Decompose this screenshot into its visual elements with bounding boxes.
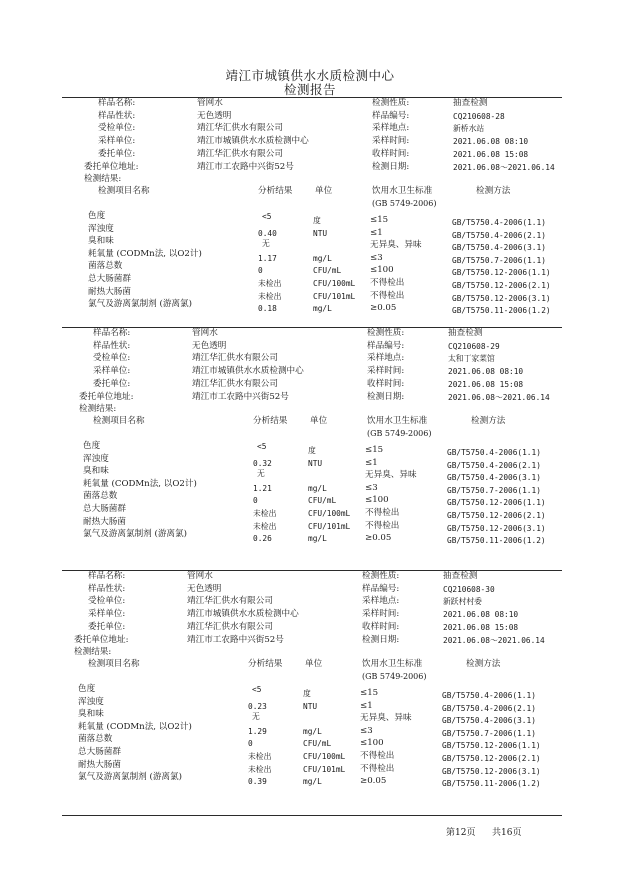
value-sample-time: 2021.06.08 08:10 <box>453 137 529 147</box>
value-sub-unit: 靖江华汇供水有限公司 <box>187 596 273 607</box>
label-sample-no: 样品编号: <box>362 583 400 594</box>
value-recv-time: 2021.06.08 15:08 <box>443 622 519 632</box>
standard: ≤15 <box>365 445 384 455</box>
unit: CFU/100mL <box>308 509 351 518</box>
item-name: 氯气及游离氯制剂 (游离氯) <box>88 299 192 310</box>
result-value: 0.23 <box>248 701 267 711</box>
value-site: 新跃村村委 <box>443 597 482 607</box>
standard: ≤15 <box>360 688 379 698</box>
result-value: 1.29 <box>248 726 267 736</box>
col-header-unit: 单位 <box>305 659 323 669</box>
col-header-item: 检测项目名称 <box>88 659 140 669</box>
value-sample-time: 2021.06.08 08:10 <box>448 367 524 377</box>
label-nature: 检测性质: <box>367 328 405 338</box>
method: GB/T5750.7-2006(1.1) <box>442 728 536 738</box>
label-site: 采样地点: <box>367 353 405 364</box>
col-header-result: 分析结果 <box>258 186 293 196</box>
unit: mg/L <box>313 253 332 263</box>
value-client: 靖江华汇供水有限公司 <box>197 148 283 159</box>
result-value: 0 <box>248 739 253 749</box>
col-header-std-ref: (GB 5749-2006) <box>367 429 432 438</box>
label-client: 委托单位: <box>88 621 126 632</box>
value-nature: 抽查检测 <box>448 328 483 338</box>
item-name: 耗氧量 (CODMn法, 以O2计) <box>78 721 192 732</box>
method: GB/T5750.4-2006(2.1) <box>447 460 541 470</box>
standard: 无异臭、异味 <box>365 470 417 481</box>
result-value: 0 <box>253 496 258 506</box>
standard: 不得检出 <box>365 508 400 518</box>
label-sample-time: 采样时间: <box>372 136 410 147</box>
item-name: 耗氧量 (CODMn法, 以O2计) <box>83 478 197 489</box>
value-sample-state: 无色透明 <box>187 583 222 594</box>
method: GB/T5750.12-2006(2.1) <box>452 281 551 290</box>
value-sampler: 靖江市城镇供水水质检测中心 <box>187 609 299 620</box>
standard: 不得检出 <box>360 751 395 761</box>
method: GB/T5750.12-2006(3.1) <box>452 293 551 303</box>
result-value: 未检出 <box>253 509 277 518</box>
col-header-std: 饮用水卫生标准 <box>367 416 428 426</box>
standard: ≤3 <box>370 252 383 263</box>
value-sample-name: 管网水 <box>192 328 218 338</box>
unit: 度 <box>303 689 311 698</box>
item-name: 臭和味 <box>88 236 114 247</box>
col-header-item: 检测项目名称 <box>93 416 145 426</box>
unit: CFU/mL <box>308 496 337 506</box>
label-nature: 检测性质: <box>372 98 410 108</box>
unit: CFU/mL <box>313 266 342 276</box>
result-value: 无 <box>257 469 265 479</box>
value-recv-time: 2021.06.08 15:08 <box>453 149 529 159</box>
unit: mg/L <box>308 483 327 493</box>
result-value: 未检出 <box>248 764 272 774</box>
result-value: 未检出 <box>258 291 282 301</box>
value-client: 靖江华汇供水有限公司 <box>192 378 278 389</box>
label-recv-time: 收样时间: <box>362 621 400 632</box>
label-sample-state: 样品性状: <box>88 583 126 594</box>
value-sub-unit: 靖江华汇供水有限公司 <box>197 123 283 134</box>
value-sample-time: 2021.06.08 08:10 <box>443 610 519 620</box>
method: GB/T5750.4-2006(2.1) <box>452 230 546 240</box>
result-value: 1.21 <box>253 483 272 493</box>
value-sub-unit: 靖江华汇供水有限公司 <box>192 353 278 364</box>
item-name: 耗氧量 (CODMn法, 以O2计) <box>88 248 202 259</box>
label-sample-name: 样品名称: <box>98 98 136 108</box>
item-name: 浑浊度 <box>78 696 104 707</box>
value-client-addr: 靖江市工农路中兴街52号 <box>192 391 289 402</box>
result-value: 0.40 <box>258 228 277 238</box>
org-title: 靖江市城镇供水水质检测中心 <box>225 68 395 83</box>
col-header-std-ref: (GB 5749-2006) <box>362 672 427 681</box>
label-sample-name: 样品名称: <box>93 328 131 338</box>
label-client-addr: 委托单位地址: <box>79 391 134 402</box>
item-name: 氯气及游离氯制剂 (游离氯) <box>83 529 187 540</box>
value-sample-name: 管网水 <box>187 571 213 581</box>
method: GB/T5750.4-2006(3.1) <box>447 473 541 483</box>
label-sample-time: 采样时间: <box>362 609 400 620</box>
label-sampler: 采样单位: <box>93 366 131 377</box>
standard: 无异臭、异味 <box>360 713 412 724</box>
label-sub-unit: 受检单位: <box>88 596 126 607</box>
label-recv-time: 收样时间: <box>367 378 405 389</box>
item-name: 色度 <box>78 684 96 694</box>
standard: ≤3 <box>365 482 378 493</box>
item-name: 总大肠菌群 <box>88 274 131 284</box>
method: GB/T5750.12-2006(1.1) <box>442 741 541 751</box>
label-client-addr: 委托单位地址: <box>74 634 129 645</box>
unit: CFU/101mL <box>303 764 346 774</box>
standard: ≥0.05 <box>370 303 397 314</box>
col-header-std: 饮用水卫生标准 <box>362 659 423 669</box>
standard: 不得检出 <box>365 520 400 531</box>
item-name: 臭和味 <box>78 709 104 720</box>
unit: CFU/100mL <box>313 279 356 288</box>
item-name: 氯气及游离氯制剂 (游离氯) <box>78 772 182 783</box>
label-test-date: 检测日期: <box>362 634 400 645</box>
unit: mg/L <box>303 777 322 787</box>
result-value: 1.17 <box>258 253 277 263</box>
result-value: 未检出 <box>253 521 277 531</box>
page-number: 第12页 <box>446 828 476 838</box>
col-header-item: 检测项目名称 <box>98 186 150 196</box>
label-client: 委托单位: <box>98 148 136 159</box>
standard: ≤100 <box>370 265 394 276</box>
unit: mg/L <box>313 304 332 314</box>
item-name: 浑浊度 <box>83 453 109 464</box>
col-header-method: 检测方法 <box>471 416 506 426</box>
result-value: 0.39 <box>248 777 267 787</box>
item-name: 浑浊度 <box>88 223 114 234</box>
standard: ≤3 <box>360 725 373 736</box>
col-header-std-ref: (GB 5749-2006) <box>372 199 437 208</box>
item-name: 耐热大肠菌 <box>78 759 121 770</box>
result-value: 未检出 <box>258 279 282 288</box>
section-divider <box>62 327 562 328</box>
label-test-date: 检测日期: <box>372 161 410 172</box>
method: GB/T5750.12-2006(3.1) <box>447 523 546 533</box>
label-sample-time: 采样时间: <box>367 366 405 377</box>
value-site: 太和丁家菜馆 <box>448 354 495 364</box>
report-title: 检测报告 <box>283 82 336 97</box>
method: GB/T5750.12-2006(2.1) <box>447 511 546 520</box>
result-value: 未检出 <box>248 752 272 761</box>
unit: CFU/101mL <box>313 291 356 301</box>
method: GB/T5750.11-2006(1.2) <box>447 536 546 546</box>
unit: CFU/101mL <box>308 521 351 531</box>
label-sample-no: 样品编号: <box>367 340 405 351</box>
label-sampler: 采样单位: <box>98 136 136 147</box>
method: GB/T5750.12-2006(1.1) <box>447 498 546 508</box>
method: GB/T5750.4-2006(3.1) <box>442 716 536 726</box>
result-value: 无 <box>262 239 270 249</box>
item-name: 总大肠菌群 <box>83 504 126 514</box>
item-name: 臭和味 <box>83 466 109 477</box>
label-nature: 检测性质: <box>362 571 400 581</box>
standard: ≥0.05 <box>360 776 387 787</box>
section-divider <box>62 570 562 571</box>
standard: ≤1 <box>360 700 373 711</box>
result-value: 0.26 <box>253 534 272 544</box>
label-sub-unit: 受检单位: <box>98 123 136 134</box>
item-name: 耐热大肠菌 <box>88 286 131 297</box>
standard: ≤100 <box>360 738 384 749</box>
result-value: 无 <box>252 712 260 722</box>
item-name: 菌落总数 <box>88 261 123 272</box>
value-sampler: 靖江市城镇供水水质检测中心 <box>197 136 309 147</box>
value-client-addr: 靖江市工农路中兴街52号 <box>197 161 294 172</box>
standard: ≥0.05 <box>365 533 392 544</box>
value-nature: 抽查检测 <box>443 571 478 581</box>
value-sample-no: CQ210608-29 <box>448 341 500 351</box>
label-site: 采样地点: <box>362 596 400 607</box>
results-label: 检测结果: <box>74 647 112 657</box>
label-sample-state: 样品性状: <box>98 110 136 121</box>
label-site: 采样地点: <box>372 123 410 134</box>
unit: CFU/mL <box>303 739 332 749</box>
value-test-date: 2021.06.08～2021.06.14 <box>443 635 545 645</box>
result-value: 0.32 <box>253 458 272 468</box>
item-name: 菌落总数 <box>78 734 113 745</box>
unit: 度 <box>313 216 321 225</box>
col-header-method: 检测方法 <box>466 659 501 669</box>
results-label: 检测结果: <box>84 174 122 184</box>
unit: NTU <box>313 228 328 238</box>
label-sub-unit: 受检单位: <box>93 353 131 364</box>
item-name: 色度 <box>83 441 101 451</box>
standard: ≤15 <box>370 215 389 225</box>
method: GB/T5750.7-2006(1.1) <box>452 255 546 265</box>
page-total: 共16页 <box>492 828 522 838</box>
standard: ≤1 <box>370 227 383 238</box>
standard: ≤100 <box>365 495 389 506</box>
item-name: 总大肠菌群 <box>78 747 121 757</box>
value-client: 靖江华汇供水有限公司 <box>187 621 273 632</box>
method: GB/T5750.12-2006(1.1) <box>452 268 551 278</box>
value-sample-no: CQ210608-28 <box>453 111 505 121</box>
value-test-date: 2021.06.08～2021.06.14 <box>453 162 555 172</box>
method: GB/T5750.7-2006(1.1) <box>447 485 541 495</box>
unit: CFU/100mL <box>303 752 346 761</box>
col-header-std: 饮用水卫生标准 <box>372 186 433 196</box>
unit: NTU <box>308 458 323 468</box>
method: GB/T5750.12-2006(2.1) <box>442 754 541 763</box>
value-recv-time: 2021.06.08 15:08 <box>448 379 524 389</box>
method: GB/T5750.4-2006(1.1) <box>442 691 536 700</box>
method: GB/T5750.11-2006(1.2) <box>452 306 551 316</box>
result-value: 0.18 <box>258 304 277 314</box>
value-sampler: 靖江市城镇供水水质检测中心 <box>192 366 304 377</box>
label-client-addr: 委托单位地址: <box>84 161 139 172</box>
result-value: <5 <box>252 685 262 694</box>
item-name: 菌落总数 <box>83 491 118 502</box>
method: GB/T5750.4-2006(1.1) <box>452 218 546 227</box>
col-header-unit: 单位 <box>310 416 328 426</box>
label-sampler: 采样单位: <box>88 609 126 620</box>
label-recv-time: 收样时间: <box>372 148 410 159</box>
method: GB/T5750.11-2006(1.2) <box>442 779 541 789</box>
result-value: <5 <box>257 442 267 451</box>
result-value: <5 <box>262 212 272 221</box>
value-sample-name: 管网水 <box>197 98 223 108</box>
unit: mg/L <box>308 534 327 544</box>
label-test-date: 检测日期: <box>367 391 405 402</box>
method: GB/T5750.4-2006(3.1) <box>452 243 546 253</box>
item-name: 耐热大肠菌 <box>83 516 126 527</box>
value-sample-state: 无色透明 <box>192 340 227 351</box>
standard: 不得检出 <box>360 763 395 774</box>
standard: ≤1 <box>365 457 378 468</box>
label-sample-no: 样品编号: <box>372 110 410 121</box>
label-sample-name: 样品名称: <box>88 571 126 581</box>
unit: NTU <box>303 701 318 711</box>
footer-divider <box>62 815 562 816</box>
value-test-date: 2021.06.08～2021.06.14 <box>448 392 550 402</box>
value-site: 新桥水站 <box>453 124 485 134</box>
col-header-result: 分析结果 <box>248 659 283 669</box>
col-header-result: 分析结果 <box>253 416 288 426</box>
standard: 无异臭、异味 <box>370 240 422 251</box>
method: GB/T5750.4-2006(1.1) <box>447 448 541 457</box>
unit: mg/L <box>303 726 322 736</box>
value-sample-no: CQ210608-30 <box>443 584 495 594</box>
method: GB/T5750.12-2006(3.1) <box>442 766 541 776</box>
unit: 度 <box>308 446 316 455</box>
standard: 不得检出 <box>370 290 405 301</box>
results-label: 检测结果: <box>79 404 117 414</box>
col-header-method: 检测方法 <box>476 186 511 196</box>
result-value: 0 <box>258 266 263 276</box>
label-sample-state: 样品性状: <box>93 340 131 351</box>
label-client: 委托单位: <box>93 378 131 389</box>
method: GB/T5750.4-2006(2.1) <box>442 703 536 713</box>
value-sample-state: 无色透明 <box>197 110 232 121</box>
standard: 不得检出 <box>370 278 405 288</box>
value-nature: 抽查检测 <box>453 98 488 108</box>
col-header-unit: 单位 <box>315 186 333 196</box>
item-name: 色度 <box>88 211 106 221</box>
value-client-addr: 靖江市工农路中兴街52号 <box>187 634 284 645</box>
